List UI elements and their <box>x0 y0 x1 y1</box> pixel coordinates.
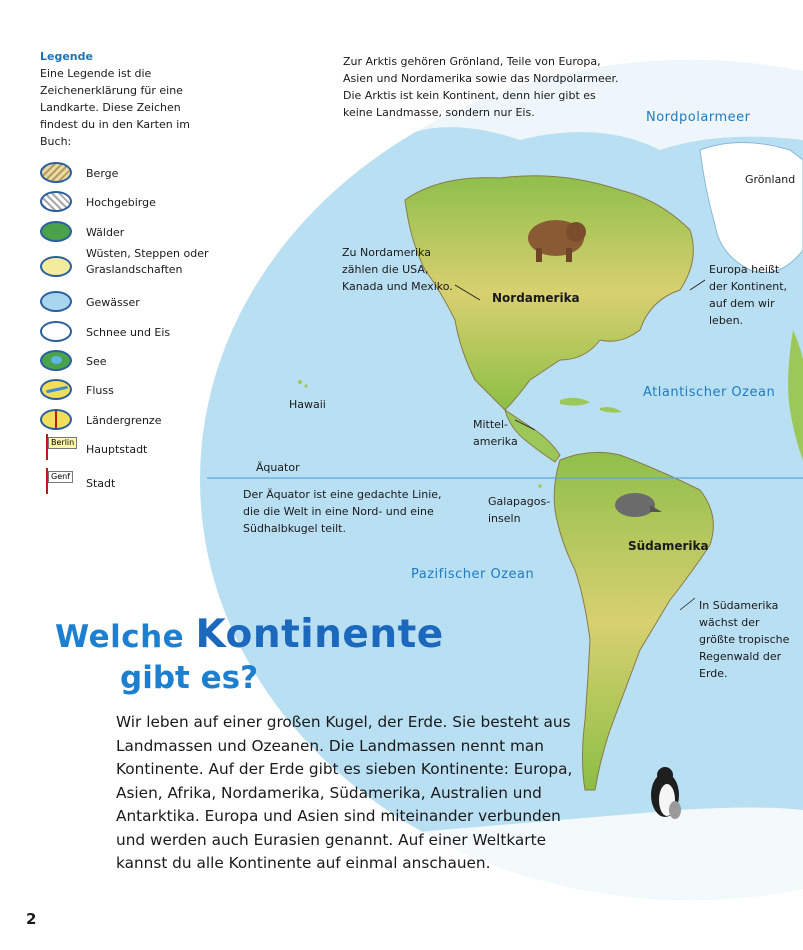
legend-item-label: Wüsten, Steppen oder Graslandschaften <box>86 247 209 277</box>
legend-item-label: Hochgebirge <box>86 196 156 210</box>
label-pazifik: Pazifischer Ozean <box>411 567 535 582</box>
label-nordamerika: Nordamerika <box>492 291 580 305</box>
nordamerika-note: Zu Nordamerika zählen die USA, Kanada und Mexiko. <box>342 246 453 293</box>
legend-item-label: See <box>86 354 107 368</box>
label-aequator: Äquator <box>256 461 300 474</box>
suedamerika-note: In Südamerika wächst der größte tropische Regenwald der Erde. <box>699 599 790 680</box>
legend-item-label: Berge <box>86 167 119 180</box>
heading-word-kontinente: Kontinente <box>195 612 444 657</box>
mountain-symbol-icon <box>40 162 72 183</box>
hawaii-island <box>304 384 307 387</box>
legend-item-label: Ländergrenze <box>86 413 162 427</box>
label-mittelamerika: Mittel-amerika <box>473 418 518 448</box>
legend-item-label: Fluss <box>86 384 114 398</box>
body-text: Wir leben auf einer großen Kugel, der Erde. Sie besteht aus Landmassen und Ozeanen. Die Landmassen nennt man Kontinente. Auf der Erde gibt es sieben Kontinente: Europa, Asien, Afrika, Nordamerika, Südamerika, Australien und Antarktika. Europa und Asien sind miteinander verbunden und werden auch Eurasien genannt. Auf einer Weltkarte kannst du alle Kontinente auf einmal anschauen. <box>116 713 573 872</box>
legend-intro: Eine Legende ist die Zeichenerklärung für eine Landkarte. Diese Zeichen findest du in den Karten im Buch: <box>40 67 190 148</box>
label-atlantik: Atlantischer Ozean <box>643 385 776 400</box>
legend-item-label: Stadt <box>86 477 116 491</box>
border-symbol-icon <box>40 409 72 430</box>
heading-word-welche: Welche <box>55 619 196 655</box>
galapagos-island <box>538 484 542 488</box>
label-suedamerika: Südamerika <box>628 539 709 553</box>
europa-note: Europa heißt der Kontinent, auf dem wir leben. <box>709 263 788 327</box>
forest-symbol-icon <box>40 221 72 242</box>
label-groenland: Grönland <box>745 173 796 186</box>
label-nordpolarmeer: Nordpolarmeer <box>646 110 751 125</box>
snow-symbol-icon <box>40 321 72 342</box>
label-galapagos: Galapagos-inseln <box>488 495 551 525</box>
capital-flag-text: Berlin <box>48 437 77 449</box>
city-flag-text: Genf <box>48 471 73 483</box>
arctic-note: Zur Arktis gehören Grönland, Teile von Europa, Asien und Nordamerika sowie das Nordpolarmeer. Die Arktis ist kein Kontinent, denn hier gibt es keine Landmasse, sondern nur Eis. <box>343 55 619 119</box>
page-number: 2 <box>26 910 37 928</box>
city-flag-icon <box>44 468 72 494</box>
legend-item-label: Hauptstadt <box>86 443 148 457</box>
capital-flag-icon <box>44 434 75 460</box>
legend-item-label: Wälder <box>86 225 125 239</box>
hawaii-islands <box>298 380 302 384</box>
heading-line-1 <box>55 612 444 657</box>
legend-item-label: Schnee und Eis <box>86 325 171 339</box>
legend-title: Legende <box>40 50 93 63</box>
heading-line-2: gibt es? <box>120 660 259 696</box>
aequator-note: Der Äquator ist eine gedachte Linie, die die Welt in eine Nord- und eine Südhalbkugel teilt. <box>243 488 442 535</box>
legend-item-label: Gewässer <box>86 296 140 310</box>
label-hawaii: Hawaii <box>289 398 326 411</box>
lake-symbol-icon <box>40 350 72 371</box>
